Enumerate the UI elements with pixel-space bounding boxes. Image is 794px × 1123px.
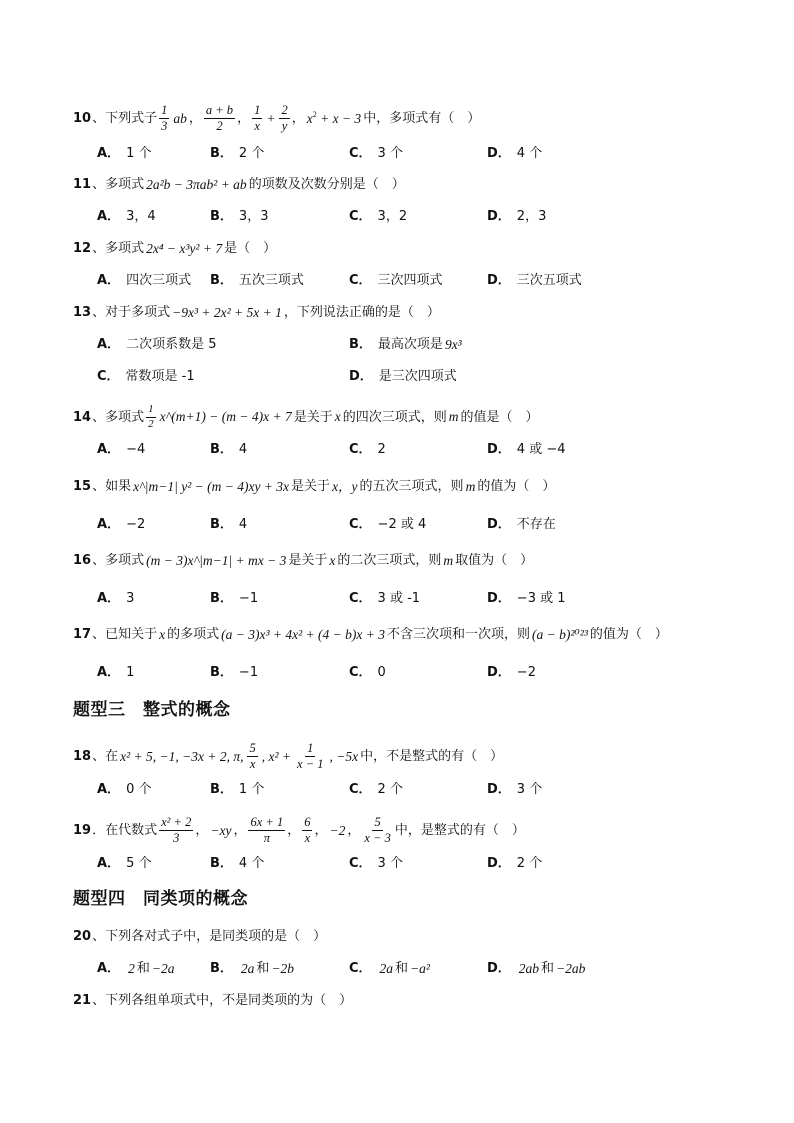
option-label: B． xyxy=(210,209,233,224)
question-text: 的五次三项式，则 xyxy=(359,479,464,495)
option-label: C． xyxy=(349,856,372,871)
math-expression: , −5x xyxy=(329,748,359,764)
option-label: A． xyxy=(97,782,121,797)
fraction-2-over-y xyxy=(279,104,289,133)
option-d[interactable] xyxy=(487,592,566,605)
separator: ， xyxy=(188,111,202,127)
option-a[interactable] xyxy=(97,962,176,976)
question-number: 12 xyxy=(73,241,92,257)
option-text: 和 xyxy=(395,961,409,977)
math-expression: −2b xyxy=(271,961,295,976)
option-label: A． xyxy=(97,273,121,288)
option-text: 四次三项式 xyxy=(126,273,192,288)
question-text: 、对于多项式 xyxy=(92,305,171,321)
option-label: A． xyxy=(97,961,121,977)
question-text: 的二次三项式，则 xyxy=(337,553,442,569)
option-text: 和 xyxy=(136,961,150,977)
option-label: A． xyxy=(97,337,121,352)
option-text: 1 个 xyxy=(126,146,152,161)
option-text: 5 个 xyxy=(126,856,152,871)
option-text: 3 xyxy=(126,591,135,606)
question-text: 中，不是整式的有（ ） xyxy=(360,749,504,765)
option-text: 不存在 xyxy=(516,517,556,532)
denominator: 2 xyxy=(216,119,223,134)
option-d[interactable] xyxy=(487,962,587,976)
denominator: 3 xyxy=(161,119,168,134)
denominator: x xyxy=(304,831,311,846)
math-expression: 2a xyxy=(240,961,255,976)
fraction-1-over-x-minus-1 xyxy=(295,742,325,771)
separator: ， xyxy=(237,111,251,127)
question-text: 是关于 xyxy=(288,553,328,569)
question-text: 的项数及次数分别是（ ） xyxy=(248,177,405,193)
question-text: 、多项式 xyxy=(92,241,145,257)
option-a[interactable] xyxy=(97,783,151,796)
option-a[interactable] xyxy=(97,518,145,531)
numerator: 5 xyxy=(247,742,257,757)
option-text: −4 xyxy=(126,442,146,457)
question-text: 的值为（ ） xyxy=(589,627,668,643)
option-label: C． xyxy=(97,369,120,384)
separator: ， xyxy=(314,823,328,839)
option-label: C． xyxy=(349,517,372,532)
question-number: 10 xyxy=(73,111,92,127)
question-18 xyxy=(73,742,503,771)
option-c[interactable] xyxy=(349,518,426,531)
question-17 xyxy=(73,628,668,642)
denominator: x xyxy=(249,757,256,772)
question-number: 13 xyxy=(73,305,92,321)
option-label: D． xyxy=(487,442,511,457)
plus-sign: + xyxy=(266,110,276,126)
option-text: 4 xyxy=(238,517,248,532)
option-label: B． xyxy=(210,146,233,161)
numerator: 2 xyxy=(279,104,289,119)
variable: m xyxy=(465,479,476,494)
option-label: D． xyxy=(487,517,511,532)
option-b[interactable] xyxy=(210,666,258,679)
option-text: 3 个 xyxy=(516,782,543,797)
math-expression: 2x⁴ − x³y² + 7 xyxy=(146,241,223,256)
option-c[interactable] xyxy=(349,210,407,223)
option-c[interactable] xyxy=(349,443,386,456)
option-label: A． xyxy=(97,146,121,161)
option-text: 1 个 xyxy=(238,782,265,797)
option-b[interactable] xyxy=(210,962,296,976)
math-expression: 2ab xyxy=(518,961,540,976)
option-d[interactable] xyxy=(487,666,536,679)
option-c[interactable] xyxy=(349,592,420,605)
question-text: 、多项式 xyxy=(92,177,145,193)
numerator: 1 xyxy=(146,404,156,418)
question-number: 19 xyxy=(73,823,92,839)
question-text: ．在代数式 xyxy=(92,823,158,839)
question-text: 、如果 xyxy=(92,479,132,495)
option-text: −2 xyxy=(516,665,536,680)
option-label: B． xyxy=(210,856,233,871)
option-label: C． xyxy=(349,782,372,797)
question-text: 的四次三项式，则 xyxy=(342,409,447,425)
numerator: 5 xyxy=(372,816,382,831)
option-a[interactable] xyxy=(97,274,191,287)
fraction-x2-plus-2-over-3 xyxy=(159,816,193,845)
option-text: 五次三项式 xyxy=(238,273,304,288)
math-expression: (a − b)²⁰²³ xyxy=(532,627,588,642)
option-text: 2，3 xyxy=(516,209,547,224)
option-text: 1 xyxy=(126,665,135,680)
option-label: D． xyxy=(487,209,511,224)
question-text: 、下列各组单项式中，不是同类项的为（ ） xyxy=(92,993,353,1008)
option-a[interactable] xyxy=(97,338,216,351)
question-text: 不含三次项和一次项，则 xyxy=(386,627,530,643)
option-b[interactable] xyxy=(210,592,258,605)
denominator: x xyxy=(254,119,260,134)
fraction-6-over-x xyxy=(302,816,312,845)
option-label: D． xyxy=(349,369,373,384)
fraction-one-half xyxy=(146,404,156,430)
option-label: B． xyxy=(210,665,233,680)
section-heading: 题型四 同类项的概念 xyxy=(73,889,248,909)
math-expression: ab xyxy=(173,110,187,126)
question-text: 、在 xyxy=(92,749,119,765)
math-expression: −2 xyxy=(329,822,346,838)
option-b[interactable] xyxy=(210,443,247,456)
option-d[interactable] xyxy=(487,443,566,456)
variable: x xyxy=(329,553,336,568)
question-number: 17 xyxy=(73,627,92,643)
option-label: C． xyxy=(349,591,372,606)
option-text: −2 或 4 xyxy=(377,517,427,532)
option-text: 2 xyxy=(377,442,386,457)
numerator: a + b xyxy=(204,104,235,119)
option-a[interactable] xyxy=(97,147,151,160)
question-11 xyxy=(73,178,405,192)
option-text: 3 或 -1 xyxy=(377,591,421,606)
option-b[interactable] xyxy=(210,147,264,160)
numerator: 1 xyxy=(159,104,169,119)
math-expression xyxy=(306,109,362,126)
question-number: 14 xyxy=(73,409,92,425)
question-text: 、已知关于 xyxy=(92,627,158,643)
denominator: 2 xyxy=(148,417,154,430)
fraction-6x-plus-1-over-pi xyxy=(248,816,285,845)
variables: x，y xyxy=(332,479,358,494)
fraction-one-third xyxy=(159,104,169,133)
option-text: 常数项是 -1 xyxy=(125,369,195,384)
option-a[interactable] xyxy=(97,666,134,679)
option-label: D． xyxy=(487,591,511,606)
question-number: 16 xyxy=(73,553,92,569)
variable: x xyxy=(334,409,341,425)
option-text: 3 个 xyxy=(377,856,403,871)
option-text: 三次四项式 xyxy=(377,273,443,288)
option-label: D． xyxy=(487,961,511,977)
question-14 xyxy=(73,404,539,430)
option-label: C． xyxy=(349,273,372,288)
denominator: y xyxy=(281,119,288,134)
question-number: 18 xyxy=(73,749,92,765)
math-expression: x^|m−1| y² − (m − 4)xy + 3x xyxy=(133,479,290,494)
option-text: 三次五项式 xyxy=(516,273,582,288)
option-label: D． xyxy=(487,273,511,288)
question-text: 中，多项式有（ ） xyxy=(363,111,481,127)
option-d[interactable] xyxy=(487,210,546,223)
option-label: D． xyxy=(487,665,511,680)
variable: m xyxy=(448,409,459,425)
denominator: π xyxy=(263,831,270,846)
math-expression: −a² xyxy=(410,961,430,976)
option-d[interactable] xyxy=(487,147,542,160)
numerator: 6x + 1 xyxy=(248,816,285,831)
variable: m xyxy=(443,553,454,568)
denominator: x − 3 xyxy=(364,831,391,846)
base: x xyxy=(306,110,313,126)
math-expression: −2a xyxy=(151,961,175,976)
question-10 xyxy=(73,104,480,133)
option-text: 是三次四项式 xyxy=(378,369,457,384)
option-c[interactable] xyxy=(349,783,403,796)
option-label: B． xyxy=(210,442,233,457)
math-expression: −xy xyxy=(210,822,232,838)
question-text: 的值为（ ） xyxy=(477,479,556,495)
question-16 xyxy=(73,554,533,568)
option-text: 4 或 −4 xyxy=(516,442,566,457)
question-12 xyxy=(73,242,276,256)
math-expression: x² + 5, −1, −3x + 2, π, xyxy=(120,748,244,764)
option-text: 3，4 xyxy=(126,209,156,224)
math-expression: 2a xyxy=(379,961,394,976)
option-text: 最高次项是 xyxy=(377,337,443,353)
option-c[interactable] xyxy=(349,857,403,870)
fraction-1-over-x xyxy=(252,104,262,133)
denominator: 3 xyxy=(173,831,180,846)
separator: ， xyxy=(233,823,247,839)
option-c[interactable] xyxy=(349,147,403,160)
math-expression: −9x³ + 2x² + 5x + 1 xyxy=(172,305,282,320)
question-text: 、多项式 xyxy=(92,553,145,569)
option-label: C． xyxy=(349,209,372,224)
question-number: 21 xyxy=(73,993,92,1008)
question-text: 是关于 xyxy=(291,479,331,495)
question-number: 15 xyxy=(73,479,92,495)
option-d[interactable] xyxy=(487,518,556,531)
option-label: A． xyxy=(97,856,121,871)
option-c[interactable] xyxy=(97,370,195,383)
question-21 xyxy=(73,994,352,1007)
question-text: 是（ ） xyxy=(224,241,277,257)
numerator: 6 xyxy=(302,816,312,831)
option-c[interactable] xyxy=(349,962,432,976)
question-15 xyxy=(73,480,555,494)
option-b[interactable] xyxy=(210,518,247,531)
question-number: 11 xyxy=(73,177,92,193)
separator: ， xyxy=(347,823,361,839)
question-text: 的多项式 xyxy=(167,627,220,643)
option-c[interactable] xyxy=(349,666,386,679)
question-number: 20 xyxy=(73,929,92,944)
option-label: A． xyxy=(97,517,121,532)
math-expression: 2 xyxy=(128,961,135,976)
option-label: C． xyxy=(349,442,372,457)
option-d[interactable] xyxy=(349,370,457,383)
question-text: 取值为（ ） xyxy=(455,553,534,569)
option-label: B． xyxy=(210,782,233,797)
option-b[interactable] xyxy=(210,210,268,223)
math-expression: x^(m+1) − (m − 4)x + 7 xyxy=(159,409,292,425)
fraction-5-over-x xyxy=(247,742,257,771)
question-text: 、下列各对式子中，是同类项的是（ ） xyxy=(92,929,327,944)
option-label: D． xyxy=(487,146,511,161)
option-a[interactable] xyxy=(97,443,145,456)
question-text: 是关于 xyxy=(293,409,333,425)
option-text: 2 个 xyxy=(238,146,265,161)
math-expression: , x² + xyxy=(261,748,291,764)
option-label: A． xyxy=(97,209,121,224)
option-text: 2 个 xyxy=(377,782,403,797)
option-text: 4 个 xyxy=(238,856,265,871)
section-heading: 题型三 整式的概念 xyxy=(73,700,231,720)
option-label: A． xyxy=(97,591,121,606)
option-label: D． xyxy=(487,856,511,871)
option-text: −3 或 1 xyxy=(516,591,566,606)
option-d[interactable] xyxy=(487,783,542,796)
separator: ， xyxy=(291,111,305,127)
option-a[interactable] xyxy=(97,857,151,870)
option-c[interactable] xyxy=(349,274,443,287)
option-text: 4 个 xyxy=(516,146,543,161)
option-text: 4 xyxy=(238,442,248,457)
option-label: A． xyxy=(97,665,121,680)
question-19 xyxy=(73,816,525,845)
option-text: 和 xyxy=(541,961,555,977)
option-b[interactable] xyxy=(349,338,464,352)
option-label: B． xyxy=(210,591,233,606)
numerator: x² + 2 xyxy=(159,816,193,831)
option-text: 和 xyxy=(256,961,270,977)
fraction-a-plus-b-over-2 xyxy=(204,104,235,133)
separator: ， xyxy=(287,823,301,839)
option-text: 0 个 xyxy=(126,782,152,797)
math-expression: (m − 3)x^|m−1| + mx − 3 xyxy=(146,553,287,568)
separator: ， xyxy=(195,823,209,839)
option-b[interactable] xyxy=(210,857,264,870)
question-13 xyxy=(73,306,440,320)
option-label: B． xyxy=(210,961,233,977)
option-label: C． xyxy=(349,146,372,161)
option-text: 0 xyxy=(377,665,386,680)
question-text: 中，是整式的有（ ） xyxy=(394,823,525,839)
option-label: B． xyxy=(210,517,233,532)
option-text: 2 个 xyxy=(516,856,543,871)
variable: x xyxy=(159,627,166,642)
option-label: A． xyxy=(97,442,121,457)
fraction-5-over-x-minus-3 xyxy=(362,816,392,845)
option-label: B． xyxy=(210,273,233,288)
math-expression: 2a²b − 3πab² + ab xyxy=(146,177,247,192)
option-text: 二次项系数是 5 xyxy=(126,337,217,352)
option-b[interactable] xyxy=(210,783,264,796)
option-text: 3，3 xyxy=(238,209,269,224)
option-a[interactable] xyxy=(97,210,156,223)
option-b[interactable] xyxy=(210,274,304,287)
option-text: −1 xyxy=(238,591,259,606)
option-label: C． xyxy=(349,665,372,680)
math-expression: (a − 3)x³ + 4x² + (4 − b)x + 3 xyxy=(221,627,385,642)
exponent: 2 xyxy=(312,109,317,119)
question-text: 、下列式子 xyxy=(92,111,158,127)
question-text: ，下列说法正确的是（ ） xyxy=(283,305,440,321)
math-expression: 9x³ xyxy=(444,337,462,352)
option-d[interactable] xyxy=(487,857,542,870)
option-text: −2 xyxy=(126,517,146,532)
option-text: 3 个 xyxy=(377,146,403,161)
numerator: 1 xyxy=(305,742,315,757)
option-a[interactable] xyxy=(97,592,134,605)
option-label: C． xyxy=(349,961,372,977)
question-20 xyxy=(73,930,326,943)
option-text: 3，2 xyxy=(377,209,408,224)
option-text: −1 xyxy=(238,665,259,680)
option-d[interactable] xyxy=(487,274,582,287)
question-text: 、多项式 xyxy=(92,409,145,425)
math-expression: −2ab xyxy=(556,961,586,976)
option-label: D． xyxy=(487,782,511,797)
remainder: + x − 3 xyxy=(316,110,362,126)
denominator: x − 1 xyxy=(297,757,324,772)
question-text: 的值是（ ） xyxy=(460,409,539,425)
option-label: B． xyxy=(349,337,372,353)
numerator: 1 xyxy=(252,104,262,119)
